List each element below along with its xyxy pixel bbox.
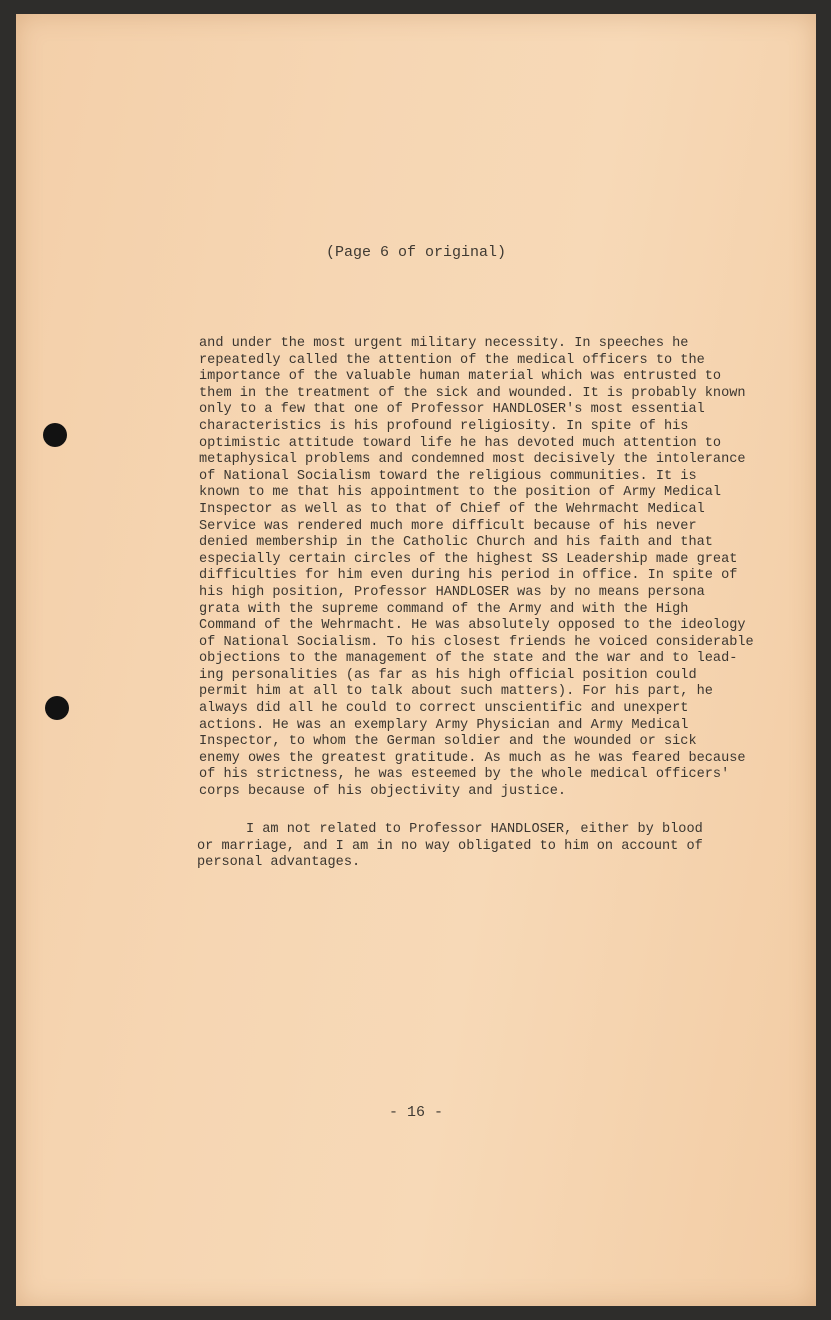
closing-paragraph: I am not related to Professor HANDLOSER, either by blood or marriage, and I am in no way obligated to him on account of personal advantages. [197,822,703,871]
body-paragraph: and under the most urgent military necessity. In speeches he repeatedly called the attention of the medical officers to the importance of the valuable human material which was entrusted to them in the treatment of the sick and wounded. It is probably known only to a few that one of Professor HANDLOSER's most essential characteristics is his profound religiosity. In spite of his optimistic attitude toward life he has devoted much attention to metaphysical problems and condemned most decisively the intolerance of National Socialism toward the religious communities. It is known to me that his appointment to the position of Army Medical Inspector as well as to that of Chief of the Wehrmacht Medical Service was rendered much more difficult because of his never denied membership in the Catholic Church and his faith and that especially certain circles of the highest SS Leadership made great difficulties for him even during his period in office. In spite of his high position, Professor HANDLOSER was by no means persona grata with the supreme command of the Army and with the High Command of the Wehrmacht. He was absolutely opposed to the ideology of National Socialism. To his closest friends he voiced considerable objections to the management of the state and the war and to lead- ing personalities (as far as his high official position could permit him at all to talk about such matters). For his part, he always did all he could to correct unscientific and unexpert actions. He was an exemplary Army Physician and Army Medical Inspector, to whom the German soldier and the wounded or sick enemy owes the greatest gratitude. As much as he was feared because of his strictness, he was esteemed by the whole medical officers' corps because of his objectivity and justice. [199,336,754,800]
punch-hole-upper [43,423,67,447]
document-page [16,14,816,1306]
page-number: - 16 - [388,1104,443,1121]
page-reference: (Page 6 of original) [325,244,507,261]
punch-hole-lower [45,696,69,720]
